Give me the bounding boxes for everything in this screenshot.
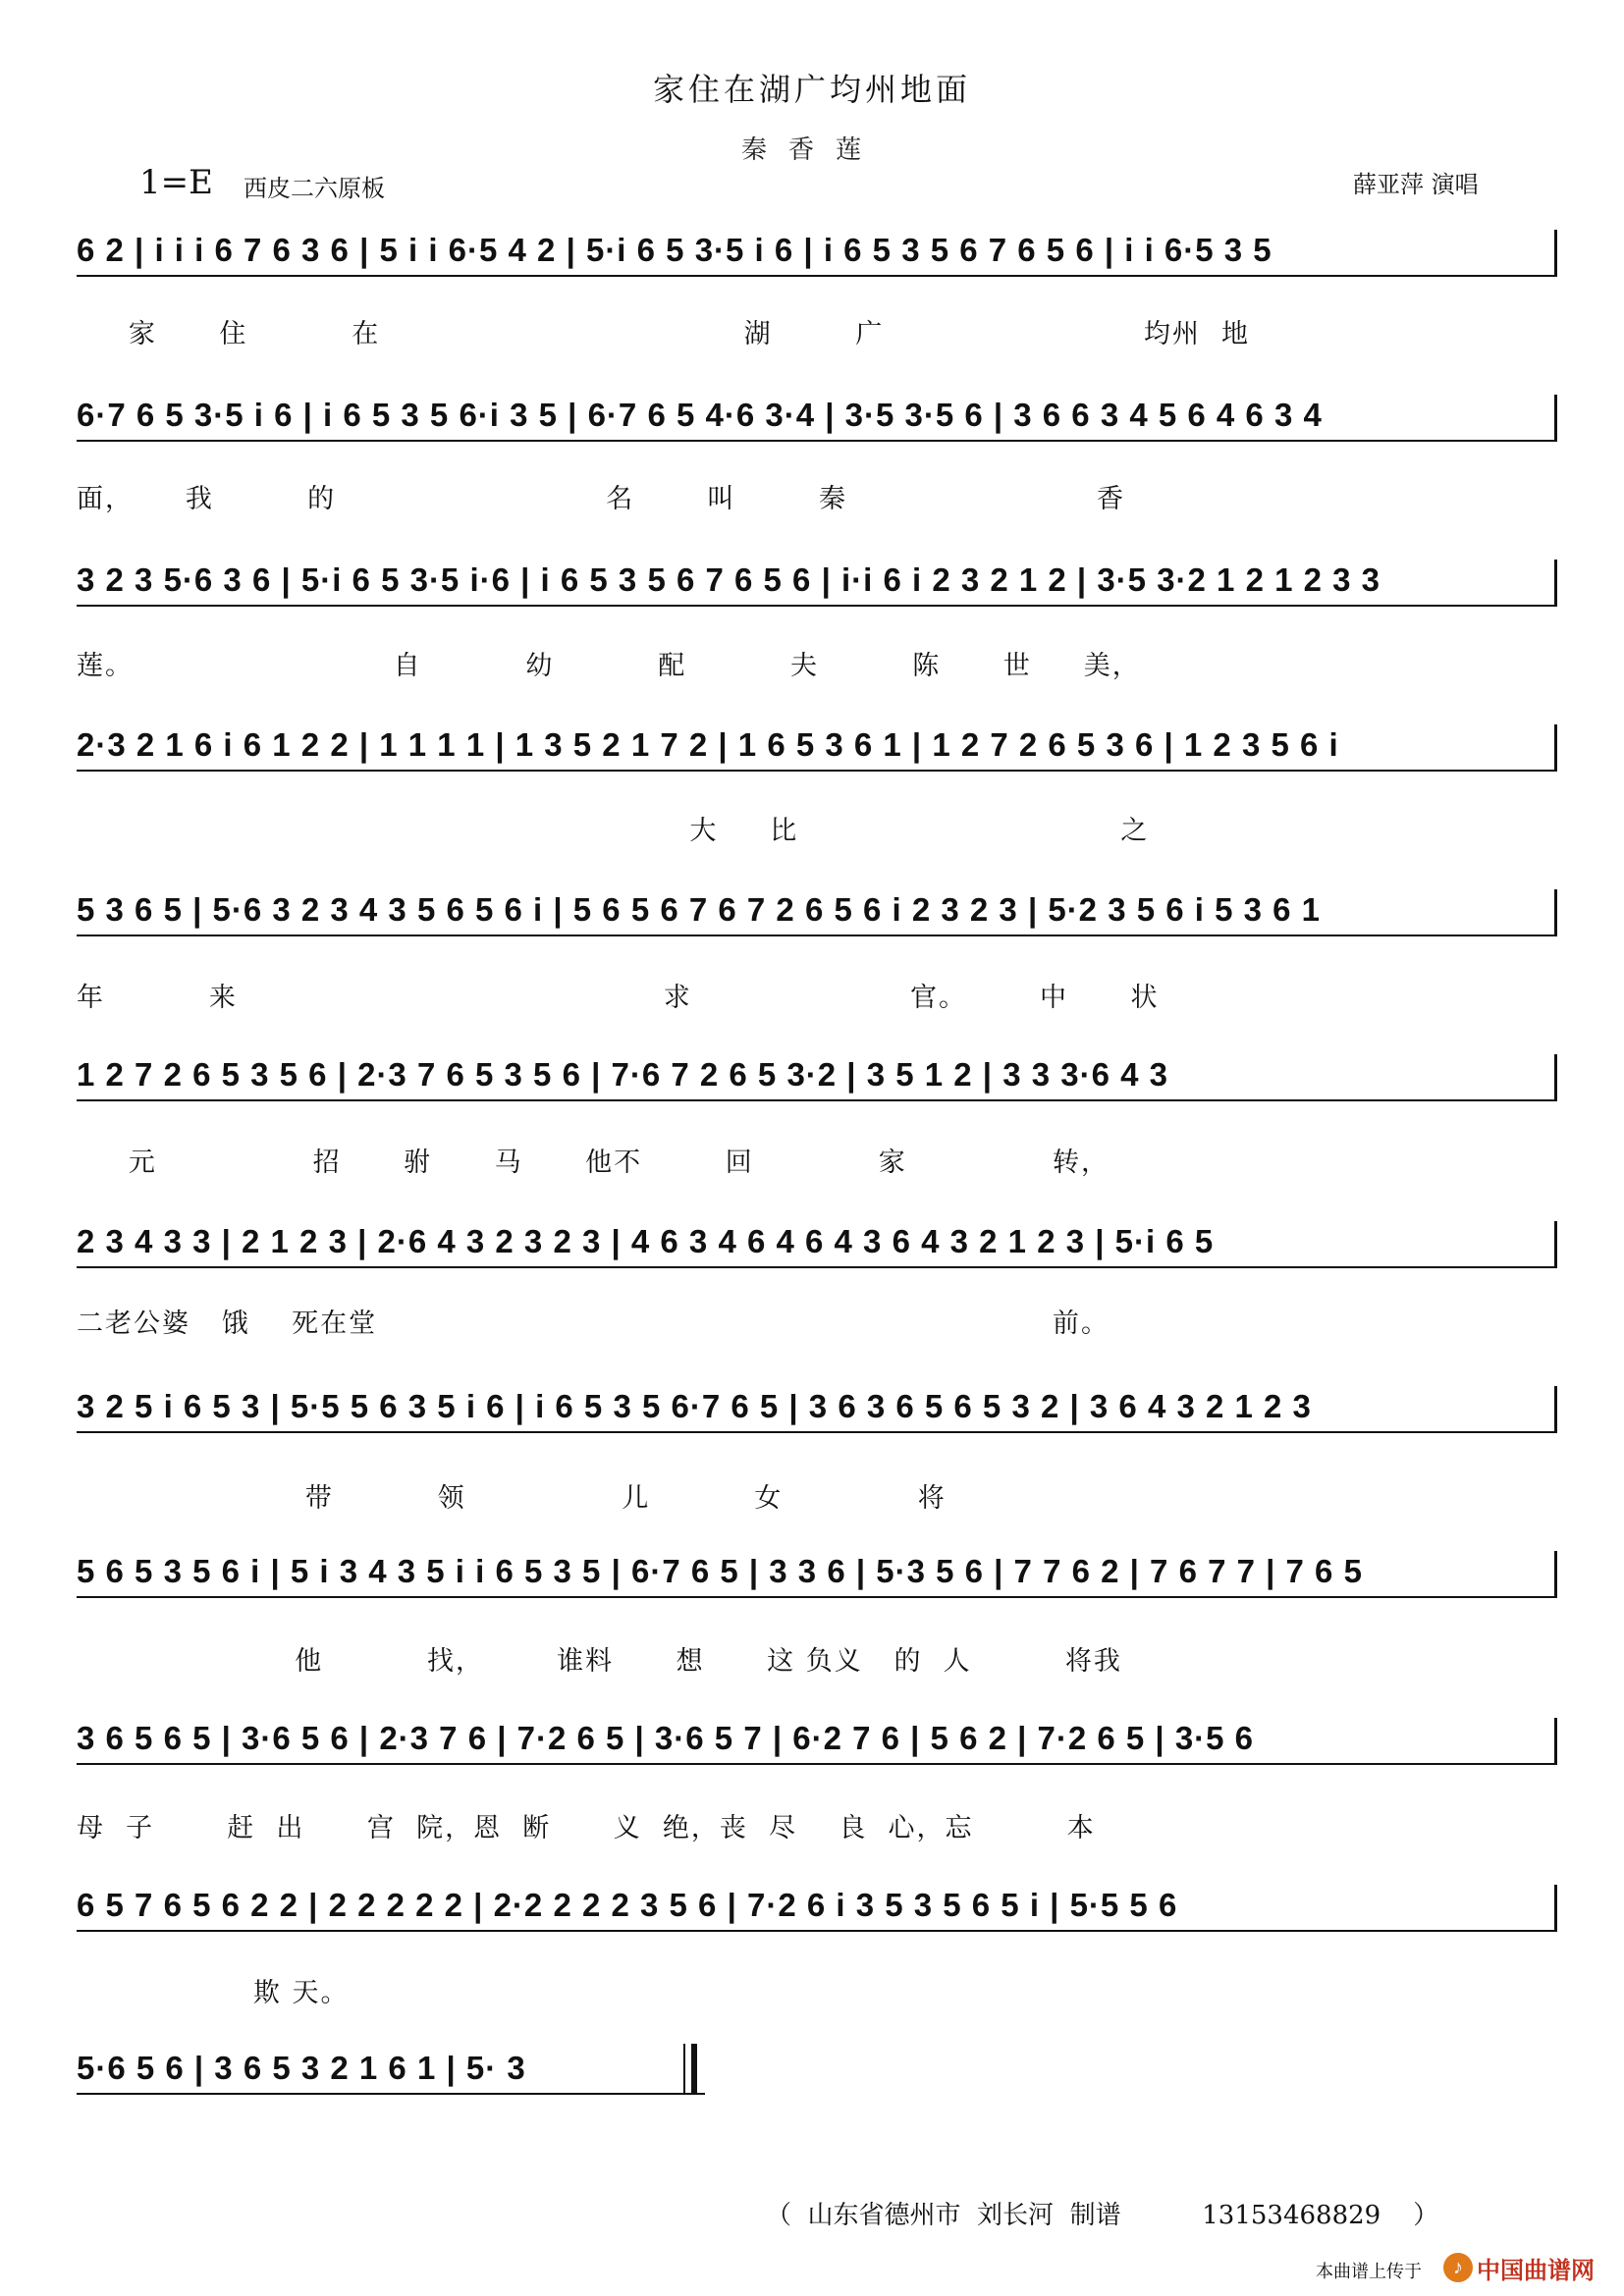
lyrics-line-7: 二老公婆 饿 死在堂 前。 (77, 1308, 1110, 1339)
staff-line-8 (77, 1388, 1557, 1431)
lyrics-line-11: 欺 天。 (77, 1978, 350, 2008)
staff-line-3 (77, 561, 1557, 605)
notation: 1 2 7 2 6 5 3 5 6 | 2·3 7 6 5 3 5 6 | 7·6 7 2 6 5 3·2 | 3 5 1 2 | 3 3 3·6 4 3 (77, 1056, 1557, 1101)
staff-line-7 (77, 1223, 1557, 1266)
staff-line-5 (77, 891, 1557, 934)
tempo-marking: 西皮二六原板 (244, 175, 385, 202)
notation: 5 3 6 5 | 5·6 3 2 3 4 3 5 6 5 6 i | 5 6 5 6 7 6 7 2 6 5 6 i 2 3 2 3 | 5·2 3 5 6 i 5 3 6 1 (77, 891, 1557, 936)
staff-line-11 (77, 1887, 1557, 1930)
barline (1554, 1885, 1557, 1930)
opera-name: 秦香莲 (740, 135, 883, 165)
barline (1554, 1386, 1557, 1431)
thick-barline (691, 2044, 697, 2093)
staff-line-4 (77, 726, 1557, 770)
barline (1554, 395, 1557, 440)
barline (1554, 560, 1557, 605)
barline (1554, 230, 1557, 275)
barline (1554, 1221, 1557, 1266)
lyrics-line-12 (77, 2132, 1557, 2165)
upload-note: 本曲谱上传于 (1316, 2262, 1422, 2281)
key-signature (139, 163, 213, 202)
transcriber-credit: （ 山东省德州市 刘长河 制谱 13153468829 ） (766, 2201, 1439, 2230)
lyrics-line-6: 元 招 驸 马 他不 回 家 转， (77, 1148, 1110, 1178)
staff-line-9 (77, 1553, 1557, 1596)
staff-line-6 (77, 1056, 1557, 1099)
lyrics-line-9: 他 找， 谁料 想 这 负义 的 人 将我 (77, 1646, 1122, 1677)
notation: 6 2 | i i i 6 7 6 3 6 | 5 i i 6·5 4 2 | 5·i 6 5 3·5 i 6 | i 6 5 3 5 6 7 6 5 6 | i i 6·5 3 5 (77, 232, 1557, 277)
notation: 6 5 7 6 5 6 2 2 | 2 2 2 2 2 | 2·2 2 2 2 3 5 6 | 7·2 6 i 3 5 3 5 6 5 i | 5·5 5 6 (77, 1887, 1557, 1932)
staff-line-1 (77, 232, 1557, 275)
lyrics-line-5: 年 来 求 官。 中 状 (77, 983, 1160, 1013)
staff-line-2 (77, 397, 1557, 440)
site-name: 中国曲谱网 (1477, 2257, 1595, 2284)
notation: 5·6 5 6 | 3 6 5 3 2 1 6 1 | 5· 3 (77, 2050, 705, 2095)
key-prefix: 1= (139, 163, 189, 202)
final-double-barline (683, 2044, 697, 2093)
site-logo[interactable] (1443, 2250, 1610, 2285)
staff-line-10 (77, 1720, 1557, 1763)
thin-barline (683, 2044, 685, 2093)
barline (1554, 889, 1557, 934)
notation: 2·3 2 1 6 i 6 1 2 2 | 1 1 1 1 | 1 3 5 2 1 7 2 | 1 6 5 3 6 1 | 1 2 7 2 6 5 3 6 | 1 2 3 5 6 i (77, 726, 1557, 772)
notation: 6·7 6 5 3·5 i 6 | i 6 5 3 5 6·i 3 5 | 6·7 6 5 4·6 3·4 | 3·5 3·5 6 | 3 6 6 3 4 5 6 4 6 3 4 (77, 397, 1557, 442)
barline (1554, 1718, 1557, 1763)
lyrics-line-1: 家 住 在 湖 广 均州 地 (77, 319, 1251, 349)
score-title: 家住在湖广均州地面 (652, 71, 971, 108)
lyrics-line-8: 带 领 儿 女 将 (77, 1483, 947, 1514)
lyrics-line-4: 大 比 之 (77, 816, 1150, 846)
staff-line-12 (77, 2050, 705, 2093)
notation: 3 2 5 i 6 5 3 | 5·5 5 6 3 5 i 6 | i 6 5 3 5 6·7 6 5 | 3 6 3 6 5 6 5 3 2 | 3 6 4 3 2 1 2 3 (77, 1388, 1557, 1433)
notation: 5 6 5 3 5 6 i | 5 i 3 4 3 5 i i 6 5 3 5 | 6·7 6 5 | 3 3 6 | 5·3 5 6 | 7 7 6 2 | 7 6 7 7 | 7 6 5 (77, 1553, 1557, 1598)
notation: 3 6 5 6 5 | 3·6 5 6 | 2·3 7 6 | 7·2 6 5 | 3·6 5 7 | 6·2 7 6 | 5 6 2 | 7·2 6 5 | 3·5 6 (77, 1720, 1557, 1765)
lyrics-line-2: 面， 我 的 名 叫 秦 香 (77, 484, 1126, 514)
barline (1554, 724, 1557, 770)
notation: 3 2 3 5·6 3 6 | 5·i 6 5 3·5 i·6 | i 6 5 3 5 6 7 6 5 6 | i·i 6 i 2 3 2 1 2 | 3·5 3·2 1 2 1 2 3 3 (77, 561, 1557, 607)
music-note-icon: ♪ (1443, 2253, 1473, 2282)
notation: 2 3 4 3 3 | 2 1 2 3 | 2·6 4 3 2 3 2 3 | 4 6 3 4 6 4 6 4 3 6 4 3 2 1 2 3 | 5·i 6 5 (77, 1223, 1557, 1268)
key-letter: E (189, 163, 213, 202)
barline (1554, 1551, 1557, 1596)
barline (1554, 1054, 1557, 1099)
lyrics-line-3: 莲。 自 幼 配 夫 陈 世 美， (77, 651, 1141, 681)
lyrics-line-10: 母 子 赶 出 宫 院，恩 断 义 绝，丧 尽 良 心，忘 本 (77, 1813, 1096, 1843)
singer-credit: 薛亚萍 演唱 (1353, 171, 1479, 198)
